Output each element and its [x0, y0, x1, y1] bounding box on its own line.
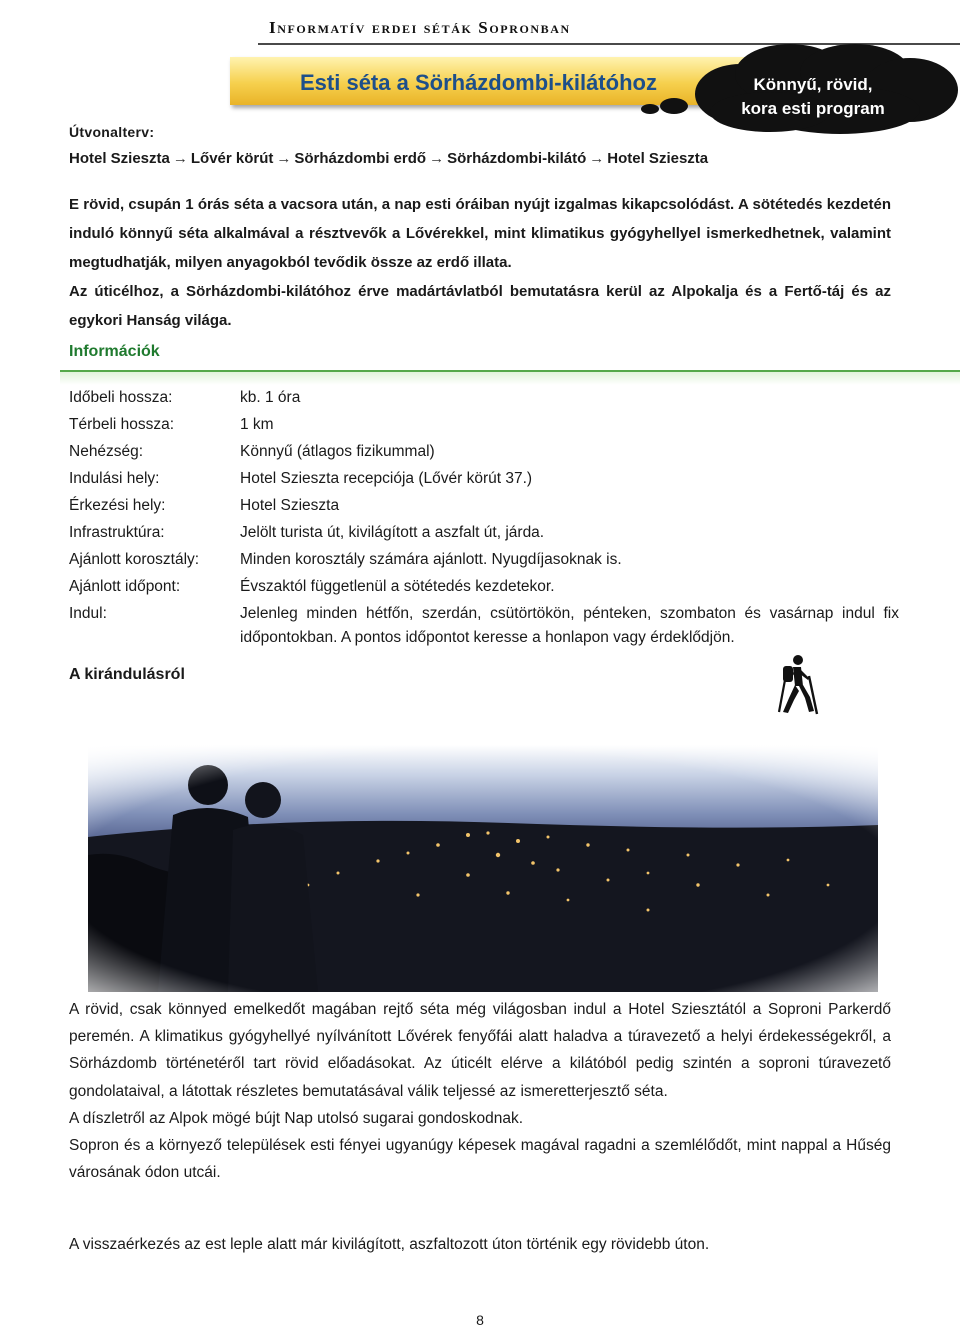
info-value: Hotel Szieszta [240, 497, 340, 514]
arrow-right-icon: → [172, 150, 188, 167]
cloud-line-2: kora esti program [741, 99, 885, 118]
info-row [69, 573, 899, 600]
trip-heading: A kirándulásról [69, 666, 185, 683]
hiker-icon [771, 652, 821, 716]
info-key: Indul: [69, 605, 107, 622]
intro-paragraph-2: Az úticélhoz, a Sörházdombi-kilátóhoz érve madártávlatból bemutatásra kerül az Alpokalja és a Fertő-táj és az egykori Hanság világa. [69, 283, 891, 329]
info-key: Nehézség: [69, 443, 144, 460]
route-stop: Sörházdombi erdő [294, 150, 427, 167]
info-heading-line [60, 370, 960, 372]
route-stop: Hotel Szieszta [607, 150, 709, 167]
info-key: Infrastruktúra: [69, 524, 165, 541]
info-row [69, 384, 899, 411]
info-value: Évszaktól függetlenül a sötétedés kezdetekor. [240, 578, 555, 595]
intro-text [69, 190, 891, 335]
trip-paragraph-2: A díszletről az Alpok mögé bújt Nap utolsó sugarai gondoskodnak. [69, 1109, 524, 1127]
trip-paragraph-1: A rövid, csak könnyed emelkedőt magában rejtő séta még világosban indul a Hotel Sziesztától a Soproni Parkerdő peremén. A klimatikus gyógyhellyé nyílvánított Lővérek fenyőfái alatt haladva a túravezető a helyi érdekességekről, a Sörházdomb történetéről tart rövid előadásokat. Az úticélt elérve a kilátóból pedig szintén a soproni túravezető gondolataival, a látottak részletes bemutatásával válik teljessé az ismeretterjesztő séta. [69, 1001, 891, 1100]
info-value: Minden korosztály számára ajánlott. Nyugdíjasoknak is. [240, 551, 622, 568]
info-value: kb. 1 óra [240, 389, 301, 406]
info-heading: Információk [69, 343, 160, 360]
info-key: Ajánlott időpont: [69, 578, 181, 595]
arrow-right-icon: → [276, 150, 292, 167]
night-city-photo [88, 745, 878, 992]
info-key: Indulási hely: [69, 470, 160, 487]
route-path [69, 150, 708, 167]
info-value: Könnyű (átlagos fizikummal) [240, 443, 435, 460]
trip-closing: A visszaérkezés az est leple alatt már kivilágított, aszfaltozott úton történik egy rövidebb úton. [69, 1236, 710, 1253]
route-label: Útvonalterv: [69, 124, 155, 140]
info-value: Jelenleg minden hétfőn, szerdán, csütörtökön, pénteken, szombaton és vasárnap indul fix időpontokban. A pontos időpontot keresse a honlapon vagy érdeklődjön. [240, 605, 899, 646]
info-key: Ajánlott korosztály: [69, 551, 200, 568]
info-key: Időbeli hossza: [69, 389, 173, 406]
arrow-right-icon: → [429, 150, 445, 167]
page-number: 8 [476, 1312, 484, 1328]
info-row [69, 519, 899, 546]
intro-paragraph-1: E rövid, csupán 1 órás séta a vacsora után, a nap esti óráiban nyújt izgalmas kikapcsolódást. A sötétedés kezdetén induló könnyű séta alkalmával a résztvevők a Lővérekkel, mint klimatikus gyógyhellyel ismerkedhetnek, valamint megtudhatják, milyen anyagokból tevődik össze az erdő illata. [69, 196, 891, 271]
trip-body [69, 996, 891, 1186]
info-value: Jelölt turista út, kivilágított a aszfalt út, járda. [240, 524, 545, 541]
trip-paragraph-3: Sopron és a környező települések esti fényei ugyanúgy képesek magával ragadni a szemlélődőt, mint nappal a Hűség városának ódon utcái. [69, 1137, 891, 1182]
cloud-text [718, 73, 908, 121]
series-title: Informatív erdei séták Sopronban [269, 18, 571, 37]
info-row [69, 411, 899, 438]
cloud-line-1: Könnyű, rövid, [753, 75, 873, 94]
page-title: Esti séta a Sörházdombi-kilátóhoz [300, 70, 657, 95]
info-row [69, 465, 899, 492]
info-row [69, 546, 899, 573]
info-value: Hotel Szieszta recepciója (Lővér körút 37.) [240, 470, 533, 487]
route-stop: Hotel Szieszta [69, 150, 170, 167]
route-stop: Lővér körút [190, 150, 274, 167]
arrow-right-icon: → [589, 150, 605, 167]
info-key: Térbeli hossza: [69, 416, 175, 433]
route-stop: Sörházdombi-kilátó [447, 150, 587, 167]
info-value: 1 km [240, 416, 274, 433]
info-heading-rule [60, 371, 960, 385]
info-row [69, 602, 899, 650]
info-key: Érkezési hely: [69, 497, 166, 514]
info-row [69, 492, 899, 519]
info-table [69, 384, 899, 650]
info-row [69, 438, 899, 465]
